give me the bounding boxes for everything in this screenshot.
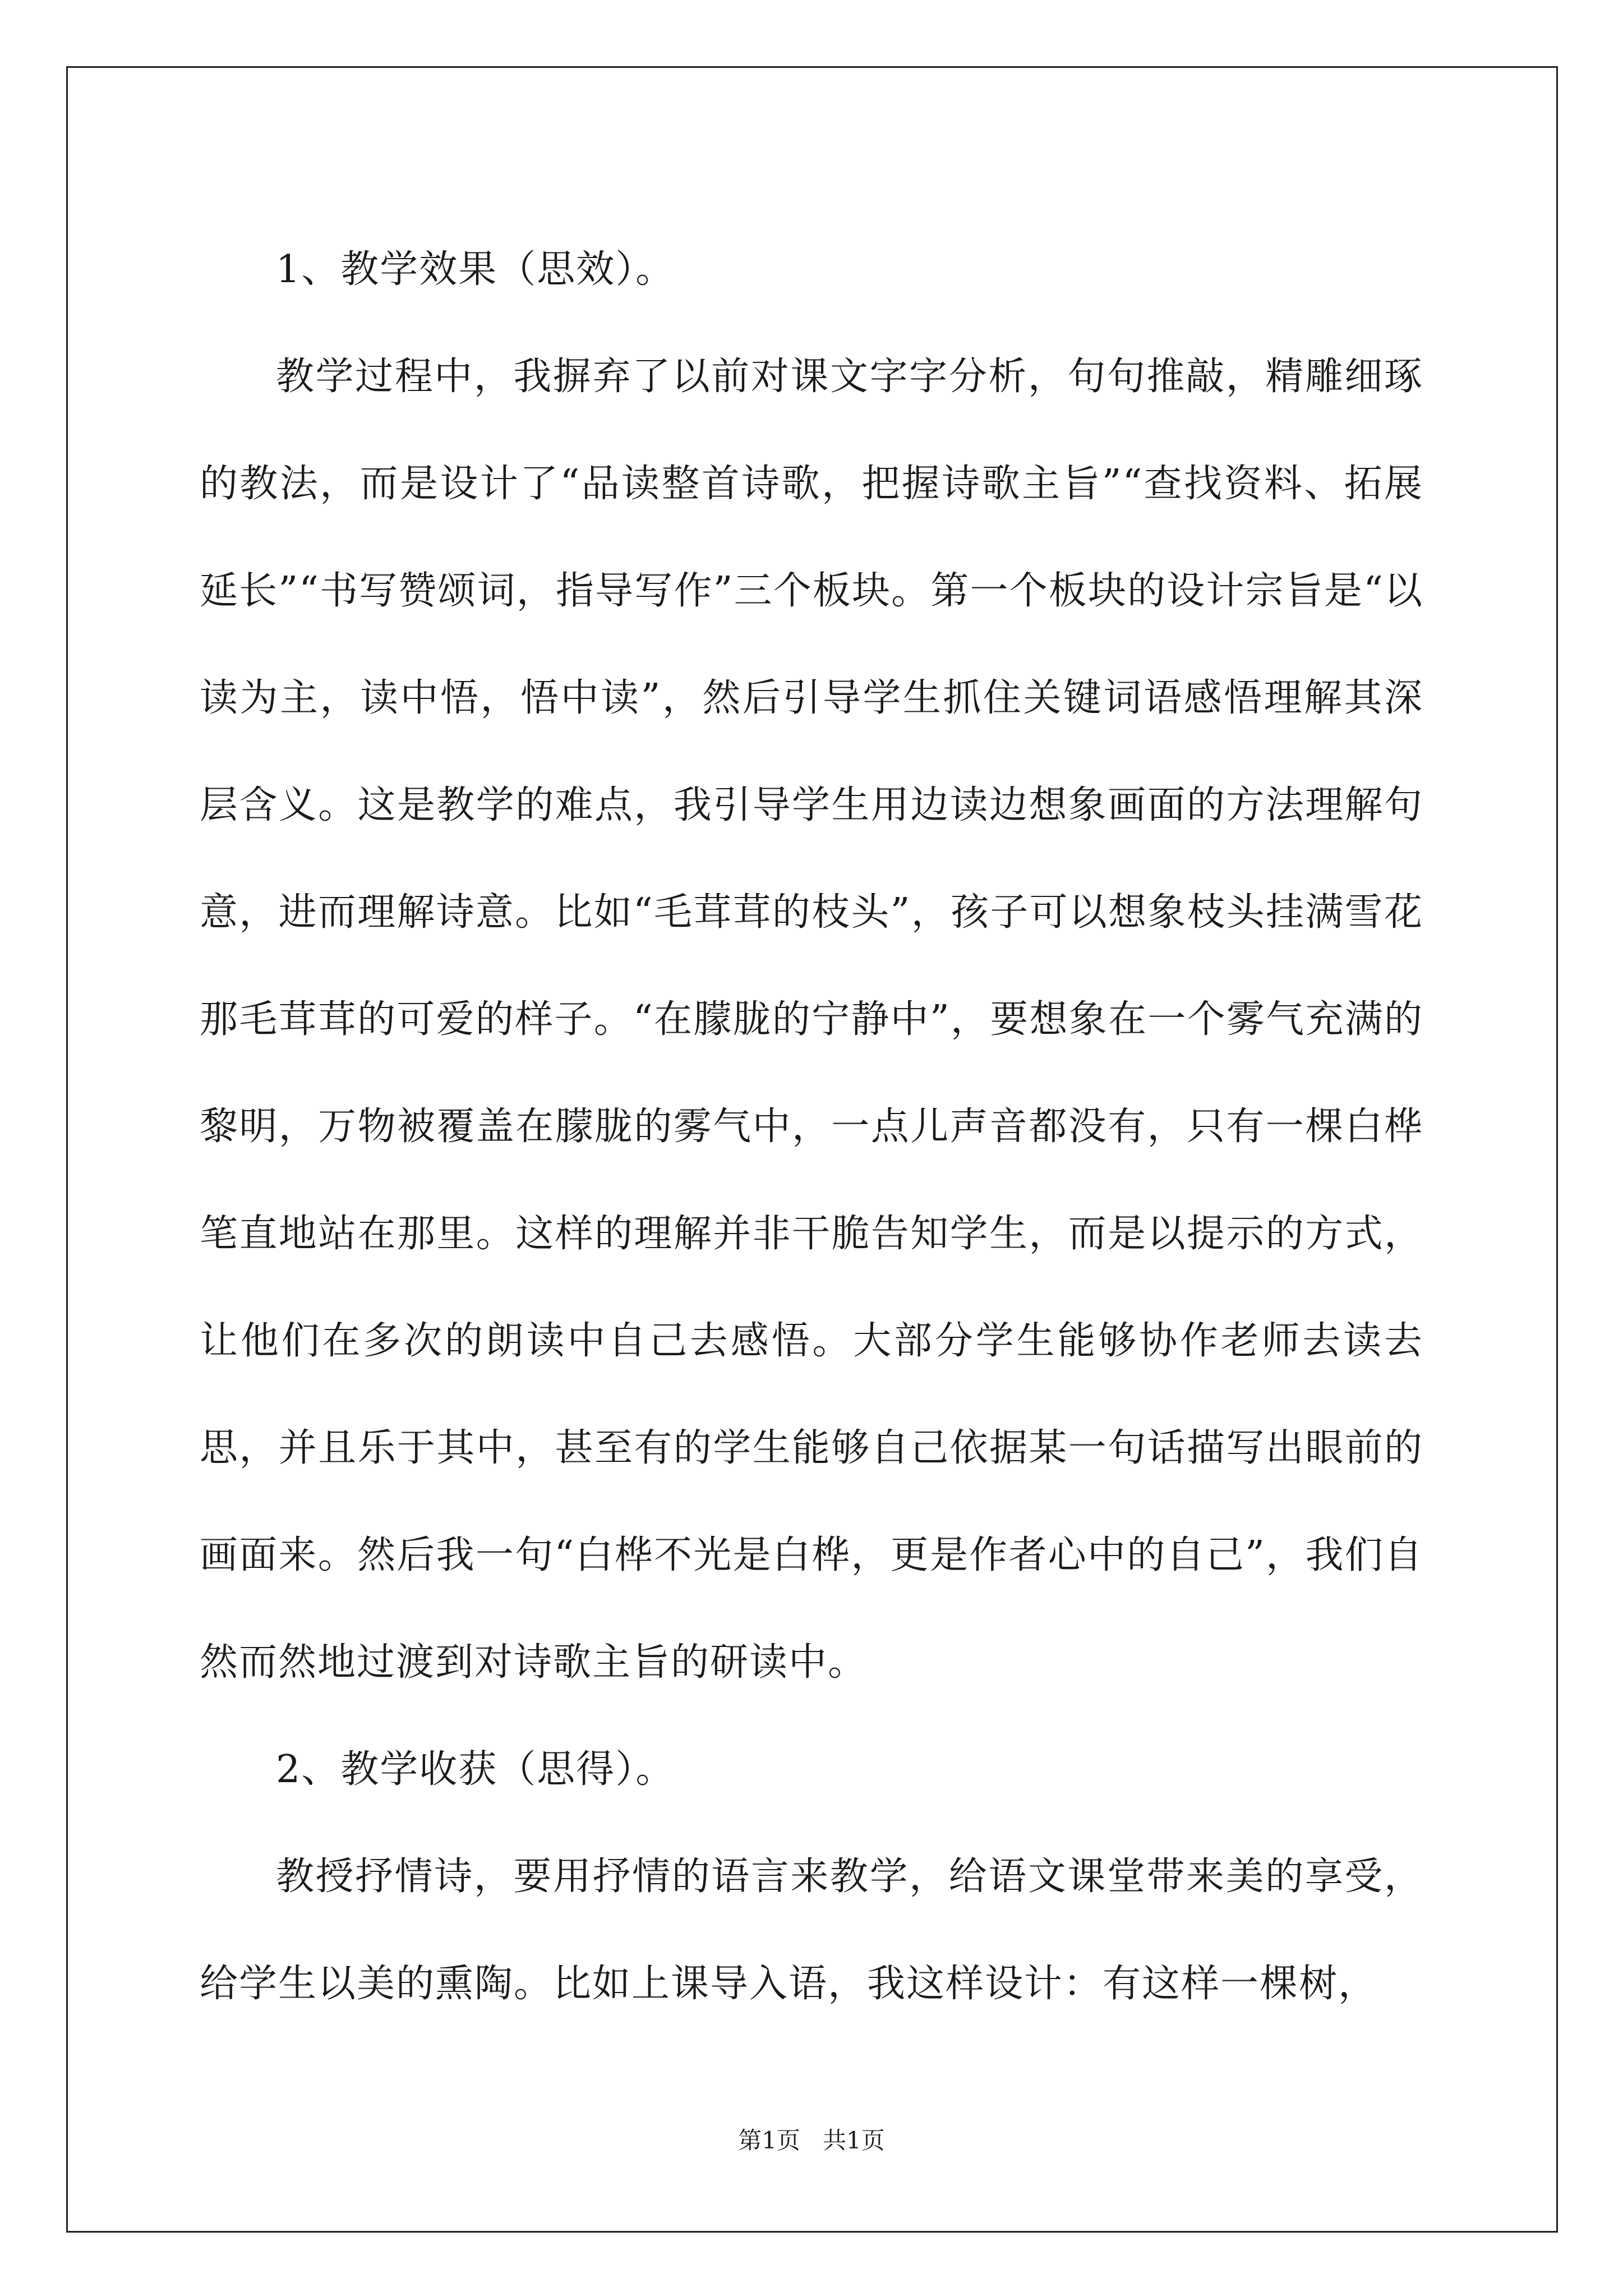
- paragraph-heading-teaching-effect: 1、教学效果（思效）。: [276, 247, 675, 292]
- document-body: [200, 216, 1423, 2037]
- paragraph-heading-teaching-gain: 2、教学收获（思得）。: [276, 1747, 675, 1792]
- paragraph-teaching-process: 教学过程中，我摒弃了以前对课文字字分析，句句推敲，精雕细琢的教法，而是设计了“品读整首诗歌，把握诗歌主旨”“查找资料、拓展延长”“书写赞颂词，指导写作”三个板块。第一个板块的设计宗旨是“以读为主，读中悟，悟中读”，然后引导学生抓住关键词语感悟理解其深层含义。这是教学的难点，我引导学生用边读边想象画面的方法理解句意，进而理解诗意。比如“毛茸茸的枝头”，孩子可以想象枝头挂满雪花那毛茸茸的可爱的样子。“在朦胧的宁静中”，要想象在一个雾气充满的黎明，万物被覆盖在朦胧的雾气中，一点儿声音都没有，只有一棵白桦笔直地站在那里。这样的理解并非干脆告知学生，而是以提示的方式，让他们在多次的朗读中自己去感悟。大部分学生能够协作老师去读去思，并且乐于其中，甚至有的学生能够自己依据某一句话描写出眼前的画面来。然后我一句“白桦不光是白桦，更是作者心中的自己”，我们自然而然地过渡到对诗歌主旨的研读中。: [200, 355, 1423, 1685]
- page-number-label: 第1页 共1页: [738, 2127, 885, 2154]
- page-footer: [0, 2124, 1623, 2157]
- paragraph-lyric-poem-teaching: 教授抒情诗，要用抒情的语言来教学，给语文课堂带来美的享受，给学生以美的熏陶。比如上课导入语，我这样设计：有这样一棵树，: [200, 1855, 1423, 2006]
